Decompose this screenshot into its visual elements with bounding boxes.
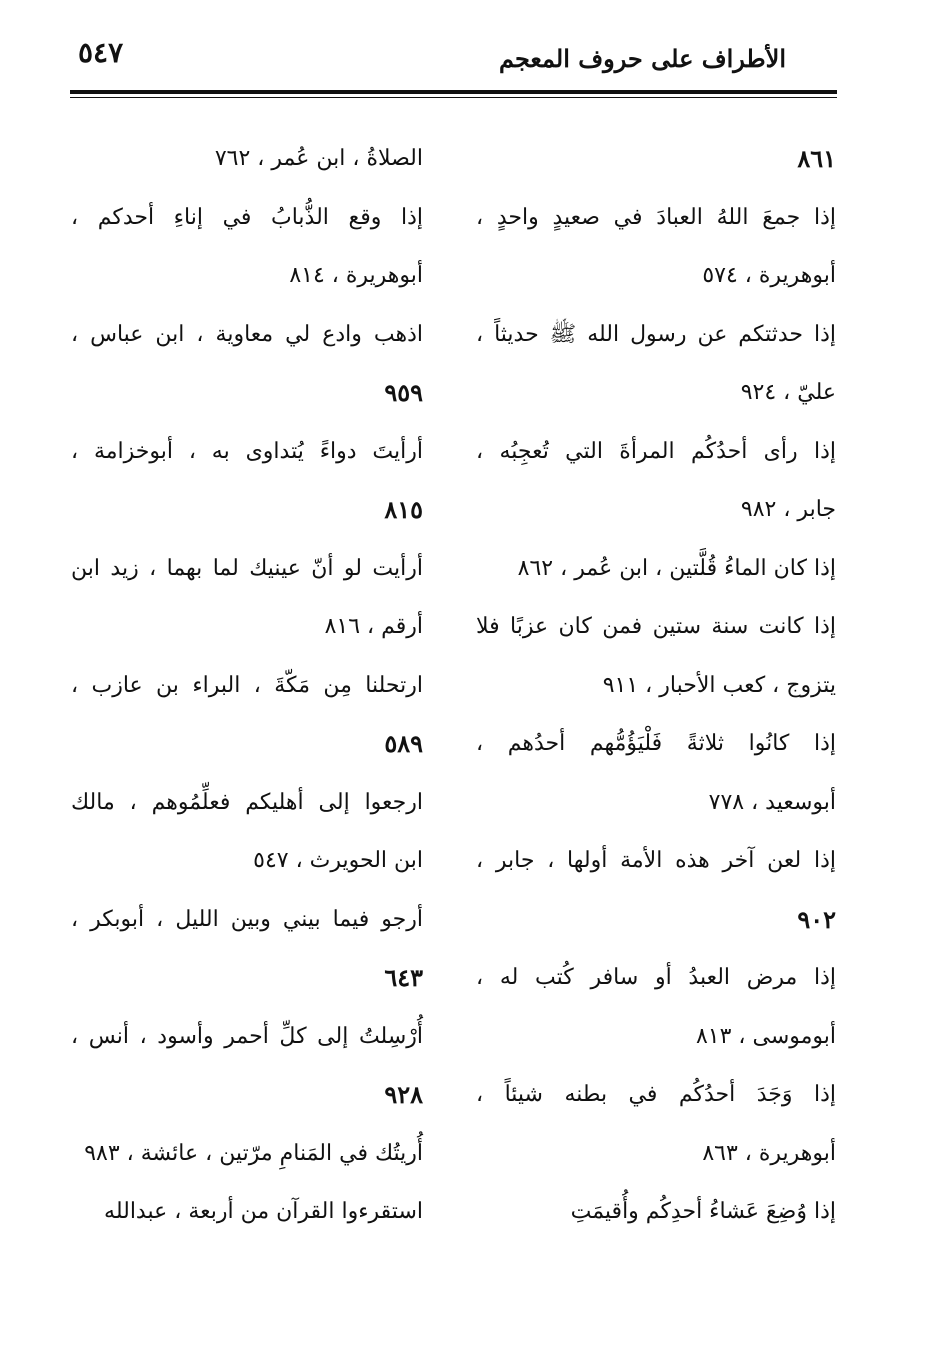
entry-text-line: إذا وُضِعَ عَشاءُ أحدِكُم وأُقيمَتِ: [570, 1199, 836, 1224]
index-entry: [476, 540, 836, 599]
index-entry: [476, 306, 836, 423]
entry-text-line: أبوهريرة ، ٨١٤: [289, 263, 423, 288]
entry-page-reference: ٩٠٢: [797, 904, 836, 934]
index-entry: [476, 189, 836, 306]
entry-text-line: يتزوج ، كعب الأحبار ، ٩١١: [602, 672, 836, 698]
index-entry: [476, 715, 836, 832]
entry-page-reference: ٥٨٩: [384, 729, 423, 758]
index-entry: [71, 1008, 423, 1125]
index-entry: [71, 1125, 423, 1184]
entry-text-line: أبوموسى ، ٨١٣: [695, 1023, 836, 1049]
entry-text-line: ابن الحويرث ، ٥٤٧: [253, 848, 423, 873]
index-entry: [71, 540, 423, 657]
entry-text-line: أُريتُك في المَنامِ مرّتين ، عائشة ، ٩٨٣: [84, 1140, 423, 1166]
entry-page-reference: ٨٦١: [797, 144, 836, 173]
index-entry: [71, 774, 423, 891]
entry-text-line: اذهب وادع لي معاوية ، ابن عباس ،: [71, 321, 423, 347]
index-entry: [71, 130, 423, 189]
entry-text-line: أبوهريرة ، ٥٧٤: [702, 263, 836, 288]
entry-text-line: أرأيت لو أنّ عينيك لما بهما ، زيد ابن: [71, 555, 423, 581]
entry-text-line: إذا كانت سنة ستين فمن كان عزبًا فلا: [476, 614, 836, 639]
entry-text-line: إذا وَجَدَ أحدُكُم في بطنه شيئاً ،: [476, 1082, 836, 1107]
index-entry: [476, 423, 836, 540]
index-entry: [476, 598, 836, 715]
header-rule-thick: [70, 90, 837, 94]
running-header-title: الأطراف على حروف المعجم: [498, 44, 786, 73]
entry-text-line: أرقم ، ٨١٦: [324, 614, 423, 639]
index-entry: [71, 189, 423, 306]
index-entry: [71, 306, 423, 423]
index-entry: [476, 832, 836, 949]
index-entry: [71, 891, 423, 1008]
entry-page-reference: ٦٤٣: [384, 963, 423, 992]
entry-text-line: إذا لعن آخر هذه الأمة أولها ، جابر ،: [476, 848, 836, 873]
index-entry: [71, 423, 423, 540]
entry-text-line: إذا حدثتكم عن رسول الله ﷺ حديثاً ،: [476, 321, 836, 347]
entry-page-reference: ٨١٥: [384, 495, 423, 524]
entry-text-line: استقرءوا القرآن من أربعة ، عبدالله: [104, 1199, 423, 1224]
entry-page-reference: ٩٢٨: [384, 1080, 423, 1109]
entry-text-line: أرأيتَ دواءً يُتداوى به ، أبوخزامة ،: [71, 438, 423, 464]
index-entry: [71, 657, 423, 774]
entry-text-line: إذا رأى أحدُكُم المرأةَ التي تُعجِبُه ،: [476, 438, 836, 464]
index-entry: [476, 949, 836, 1066]
entry-text-line: أبوسعيد ، ٧٧٨: [708, 789, 836, 815]
entry-text-line: أرجو فيما بيني وبين الليل ، أبوبكر ،: [71, 906, 423, 932]
right-column: [476, 130, 836, 1242]
entry-text-line: الصلاةُ ، ابن عُمر ، ٧٦٢: [214, 146, 423, 171]
entry-text-line: عليّ ، ٩٢٤: [740, 380, 836, 405]
entry-text-line: ارتحلنا مِن مَكّةَ ، البراء بن عازب ،: [71, 672, 423, 698]
entry-text-line: إذا كانُوا ثلاثةً فَلْيَؤُمُّهم أحدُهم ،: [476, 731, 836, 756]
entry-text-line: أبوهريرة ، ٨٦٣: [702, 1140, 836, 1166]
entry-text-line: ارجعوا إلى أهليكم فعلِّمُوهم ، مالك: [71, 789, 423, 815]
header-rule-thin: [70, 97, 837, 98]
entry-text-line: إذا وقع الذُّبابُ في إناءِ أحدكم ،: [71, 204, 423, 230]
index-entry: [476, 1066, 836, 1183]
entry-text-line: إذا جمعَ اللهُ العبادَ في صعيدٍ واحدٍ ،: [476, 204, 836, 230]
index-entry: [476, 1183, 836, 1242]
index-entry: [71, 1183, 423, 1242]
left-column: [71, 130, 423, 1242]
page-number: ٥٤٧: [78, 36, 124, 69]
entry-text-line: أُرْسِلتُ إلى كلِّ أحمر وأسود ، أنس ،: [71, 1023, 423, 1049]
entry-text-line: إذا مرض العبدُ أو سافر كُتب له ،: [476, 965, 836, 990]
index-entry: [476, 130, 836, 189]
entry-page-reference: ٩٥٩: [384, 378, 423, 407]
entry-text-line: إذا كان الماءُ قُلَّتين ، ابن عُمر ، ٨٦٢: [517, 555, 836, 581]
entry-text-line: جابر ، ٩٨٢: [740, 497, 836, 522]
